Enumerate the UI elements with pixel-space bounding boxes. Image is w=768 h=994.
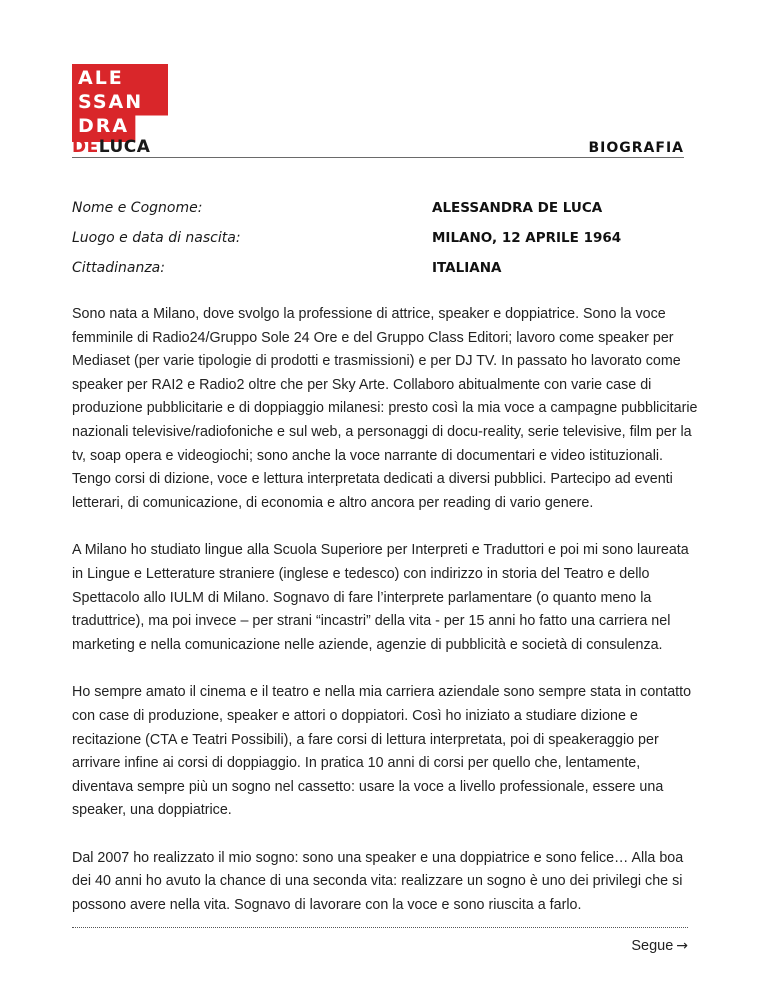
logo-name [72,138,150,156]
footer-divider [72,927,688,928]
arrow-right-icon: → [676,938,688,954]
paragraph: Ho sempre amato il cinema e il teatro e nella mia carriera aziendale sono sempre stata in contatto con case di produzione, speaker e attori o doppiatori. Così ho iniziato a studiare dizione e recitazione (CTA e Teatri Possibili), a fare corsi di lettura interpretata, poi di speakeraggio per arrivare infine ai corsi di doppiaggio. In pratica 10 anni di corsi per quello che, lentamente, diventava sempre più un sogno nel cassetto: usare la voce a livello professionale, essere una speaker, una doppiatrice. [72,684,692,819]
logo-name-luca: LUCA [98,137,151,157]
info-value: MILANO, 12 APRILE 1964 [432,230,622,246]
info-value: ALESSANDRA DE LUCA [432,200,603,216]
info-value: ITALIANA [432,260,502,276]
info-row-birth [72,230,684,260]
info-label: Luogo e data di nascita: [72,230,241,246]
paragraph: Sono nata a Milano, dove svolgo la professione di attrice, speaker e doppiatrice. Sono la voce femminile di Radio24/Gruppo Sole 24 Ore e del Gruppo Class Editori; lavoro come speaker per Mediaset (per varie tipologie di prodotti e trasmissioni) e per DJ TV. In passato ho lavorato come speaker per RAI2 e Radio2 oltre che per Sky Arte. Collaboro abitualmente con varie case di produzione pubblicitarie e di doppiaggio milanesi: presto così la mia voce a campagne pubblicitarie nazionali televisive/radiofoniche e sul web, a personaggi di docu-reality, serie televisive, film per la tv, soap opera e videogiochi; sono anche la voce narrante di documentari e video istituzionali. Tengo corsi di dizione, voce e lettura interpretata dedicati a diversi pubblici. Partecipo ad eventi letterari, di comunicazione, di economia e altro ancora per reading di vario genere. [72,306,698,511]
paragraph: Dal 2007 ho realizzato il mio sogno: sono una speaker e una doppiatrice e sono felice… Alla boa dei 40 anni ho avuto la chance di una seconda vita: realizzare un sogno è uno dei privilegi che si possono avere nella vita. Sognavo di lavorare con la voce e sono riuscita a farlo. [72,849,684,914]
header-divider [72,157,684,158]
logo-line-1: ALE [78,67,124,89]
logo-line-2: SSAN [78,91,144,113]
personal-info [72,200,684,290]
logo-line-3: DRA [78,115,130,137]
info-row-citizenship [72,260,684,290]
next-page-label: Segue [631,938,674,954]
next-page-link[interactable] [631,938,688,954]
section-title: BIOGRAFIA [588,140,684,156]
biography-text [72,303,698,942]
info-label: Nome e Cognome: [72,200,203,216]
info-label: Cittadinanza: [72,260,165,276]
info-row-name [72,200,684,230]
logo [72,64,168,157]
paragraph: A Milano ho studiato lingue alla Scuola Superiore per Interpreti e Traduttori e poi mi sono laureata in Lingue e Letterature straniere (inglese e tedesco) con indirizzo in storia del Teatro e dello Spettacolo allo IULM di Milano. Sognavo di fare l’interprete parlamentare (o quanto meno la traduttrice), ma poi invece – per strani “incastri” della vita - per 15 anni ho fatto una carriera nel marketing e nella comunicazione nelle aziende, agenzie di pubblicità e società di consulenza. [72,542,689,653]
logo-name-de: DE [72,137,99,157]
